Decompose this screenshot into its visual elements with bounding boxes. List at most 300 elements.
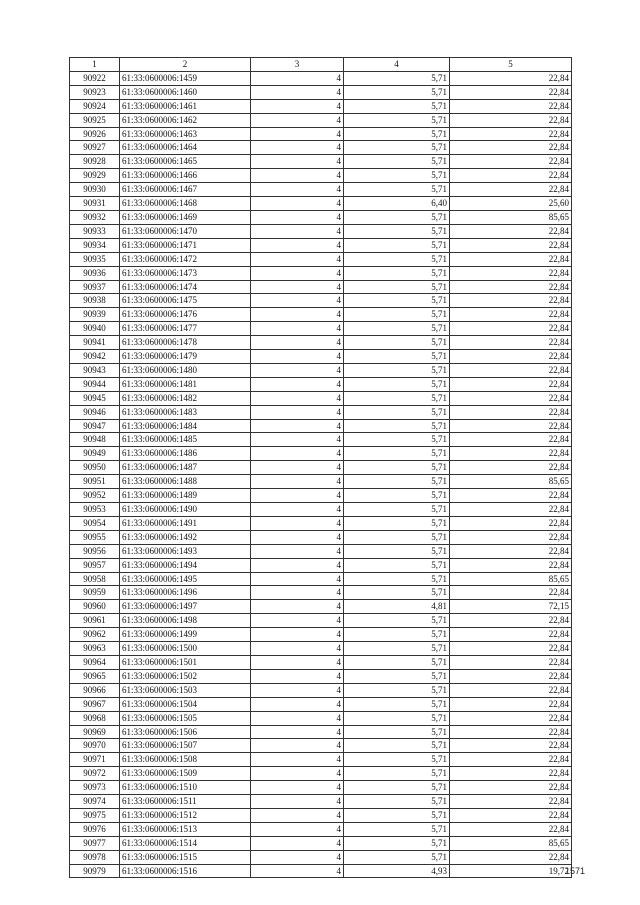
row-number-cell: 90970: [70, 739, 120, 753]
value-col4-cell: 5,71: [344, 822, 450, 836]
value-col3-cell: 4: [251, 197, 344, 211]
table-row: [70, 711, 572, 725]
table-row: [70, 642, 572, 656]
row-number-cell: 90926: [70, 127, 120, 141]
value-col4-cell: 5,71: [344, 71, 450, 85]
table-row: [70, 294, 572, 308]
row-number-cell: 90956: [70, 544, 120, 558]
value-col3-cell: 4: [251, 210, 344, 224]
value-col3-cell: 4: [251, 781, 344, 795]
row-number-cell: 90976: [70, 822, 120, 836]
value-col5-cell: 22,84: [450, 725, 572, 739]
cadastral-number-cell: 61:33:0600006:1475: [120, 294, 251, 308]
table-row: [70, 183, 572, 197]
value-col5-cell: 22,84: [450, 238, 572, 252]
value-col4-cell: 5,71: [344, 433, 450, 447]
row-number-cell: 90925: [70, 113, 120, 127]
value-col3-cell: 4: [251, 71, 344, 85]
table-row: [70, 322, 572, 336]
row-number-cell: 90934: [70, 238, 120, 252]
value-col4-cell: 5,71: [344, 655, 450, 669]
table-row: [70, 224, 572, 238]
value-col4-cell: 5,71: [344, 85, 450, 99]
row-number-cell: 90957: [70, 558, 120, 572]
value-col4-cell: 5,71: [344, 169, 450, 183]
value-col5-cell: 22,84: [450, 767, 572, 781]
value-col3-cell: 4: [251, 322, 344, 336]
value-col3-cell: 4: [251, 516, 344, 530]
cadastral-number-cell: 61:33:0600006:1498: [120, 614, 251, 628]
column-header-4: 4: [344, 58, 450, 72]
table-row: [70, 516, 572, 530]
value-col3-cell: 4: [251, 419, 344, 433]
value-col4-cell: 5,71: [344, 363, 450, 377]
value-col5-cell: 22,84: [450, 697, 572, 711]
row-number-cell: 90969: [70, 725, 120, 739]
value-col5-cell: 22,84: [450, 753, 572, 767]
cadastral-number-cell: 61:33:0600006:1490: [120, 503, 251, 517]
row-number-cell: 90967: [70, 697, 120, 711]
value-col3-cell: 4: [251, 350, 344, 364]
cadastral-number-cell: 61:33:0600006:1497: [120, 600, 251, 614]
cadastral-number-cell: 61:33:0600006:1495: [120, 572, 251, 586]
value-col5-cell: 22,84: [450, 169, 572, 183]
table-row: [70, 141, 572, 155]
row-number-cell: 90975: [70, 808, 120, 822]
row-number-cell: 90941: [70, 336, 120, 350]
value-col3-cell: 4: [251, 336, 344, 350]
value-col5-cell: 22,84: [450, 822, 572, 836]
row-number-cell: 90922: [70, 71, 120, 85]
value-col5-cell: 72,15: [450, 600, 572, 614]
value-col3-cell: 4: [251, 530, 344, 544]
value-col5-cell: 22,84: [450, 642, 572, 656]
table-row: [70, 113, 572, 127]
value-col5-cell: 25,60: [450, 197, 572, 211]
cadastral-number-cell: 61:33:0600006:1485: [120, 433, 251, 447]
value-col5-cell: 22,84: [450, 419, 572, 433]
value-col5-cell: 22,84: [450, 489, 572, 503]
cadastral-number-cell: 61:33:0600006:1507: [120, 739, 251, 753]
row-number-cell: 90977: [70, 836, 120, 850]
value-col4-cell: 4,81: [344, 600, 450, 614]
cadastral-number-cell: 61:33:0600006:1473: [120, 266, 251, 280]
cadastral-number-cell: 61:33:0600006:1515: [120, 850, 251, 864]
row-number-cell: 90942: [70, 350, 120, 364]
value-col4-cell: 5,71: [344, 530, 450, 544]
table-row: [70, 739, 572, 753]
value-col4-cell: 5,71: [344, 322, 450, 336]
cadastral-number-cell: 61:33:0600006:1500: [120, 642, 251, 656]
cadastral-number-cell: 61:33:0600006:1460: [120, 85, 251, 99]
value-col4-cell: 5,71: [344, 725, 450, 739]
row-number-cell: 90936: [70, 266, 120, 280]
value-col5-cell: 22,84: [450, 350, 572, 364]
cadastral-number-cell: 61:33:0600006:1514: [120, 836, 251, 850]
cadastral-number-cell: 61:33:0600006:1510: [120, 781, 251, 795]
value-col3-cell: 4: [251, 725, 344, 739]
table-row: [70, 767, 572, 781]
row-number-cell: 90962: [70, 628, 120, 642]
value-col3-cell: 4: [251, 697, 344, 711]
table-row: [70, 697, 572, 711]
value-col4-cell: 5,71: [344, 238, 450, 252]
cadastral-number-cell: 61:33:0600006:1476: [120, 308, 251, 322]
cadastral-number-cell: 61:33:0600006:1477: [120, 322, 251, 336]
table-row: [70, 558, 572, 572]
row-number-cell: 90953: [70, 503, 120, 517]
cadastral-number-cell: 61:33:0600006:1478: [120, 336, 251, 350]
value-col5-cell: 22,84: [450, 461, 572, 475]
value-col4-cell: 5,71: [344, 113, 450, 127]
value-col5-cell: 22,84: [450, 544, 572, 558]
row-number-cell: 90931: [70, 197, 120, 211]
value-col3-cell: 4: [251, 99, 344, 113]
value-col5-cell: 22,84: [450, 711, 572, 725]
value-col5-cell: 22,84: [450, 308, 572, 322]
value-col5-cell: 22,84: [450, 141, 572, 155]
value-col3-cell: 4: [251, 85, 344, 99]
cadastral-number-cell: 61:33:0600006:1503: [120, 683, 251, 697]
value-col4-cell: 6,40: [344, 197, 450, 211]
value-col4-cell: 5,71: [344, 489, 450, 503]
table-row: [70, 864, 572, 878]
row-number-cell: 90964: [70, 655, 120, 669]
row-number-cell: 90948: [70, 433, 120, 447]
value-col4-cell: 5,71: [344, 155, 450, 169]
row-number-cell: 90951: [70, 475, 120, 489]
cadastral-number-cell: 61:33:0600006:1493: [120, 544, 251, 558]
value-col4-cell: 5,71: [344, 795, 450, 809]
value-col5-cell: 22,84: [450, 224, 572, 238]
value-col5-cell: 22,84: [450, 99, 572, 113]
cadastral-number-cell: 61:33:0600006:1471: [120, 238, 251, 252]
header-row: [70, 58, 572, 72]
value-col3-cell: 4: [251, 363, 344, 377]
row-number-cell: 90971: [70, 753, 120, 767]
cadastral-number-cell: 61:33:0600006:1464: [120, 141, 251, 155]
value-col4-cell: 5,71: [344, 697, 450, 711]
table-row: [70, 808, 572, 822]
value-col3-cell: 4: [251, 475, 344, 489]
table-row: [70, 530, 572, 544]
cadastral-number-cell: 61:33:0600006:1459: [120, 71, 251, 85]
row-number-cell: 90928: [70, 155, 120, 169]
value-col5-cell: 22,84: [450, 530, 572, 544]
value-col5-cell: 22,84: [450, 614, 572, 628]
row-number-cell: 90968: [70, 711, 120, 725]
value-col4-cell: 5,71: [344, 350, 450, 364]
table-row: [70, 85, 572, 99]
value-col4-cell: 5,71: [344, 475, 450, 489]
value-col5-cell: 22,84: [450, 71, 572, 85]
value-col4-cell: 5,71: [344, 224, 450, 238]
value-col3-cell: 4: [251, 169, 344, 183]
value-col5-cell: 22,84: [450, 781, 572, 795]
value-col5-cell: 22,84: [450, 669, 572, 683]
table-row: [70, 419, 572, 433]
cadastral-number-cell: 61:33:0600006:1505: [120, 711, 251, 725]
value-col3-cell: 4: [251, 489, 344, 503]
row-number-cell: 90973: [70, 781, 120, 795]
value-col3-cell: 4: [251, 614, 344, 628]
value-col4-cell: 5,71: [344, 503, 450, 517]
value-col4-cell: 5,71: [344, 516, 450, 530]
cadastral-number-cell: 61:33:0600006:1513: [120, 822, 251, 836]
value-col4-cell: 5,71: [344, 767, 450, 781]
value-col5-cell: 85,65: [450, 475, 572, 489]
value-col5-cell: 19,72: [450, 864, 572, 878]
row-number-cell: 90933: [70, 224, 120, 238]
value-col4-cell: 5,71: [344, 850, 450, 864]
value-col4-cell: 5,71: [344, 141, 450, 155]
value-col5-cell: 22,84: [450, 377, 572, 391]
cadastral-number-cell: 61:33:0600006:1472: [120, 252, 251, 266]
row-number-cell: 90938: [70, 294, 120, 308]
value-col4-cell: 5,71: [344, 336, 450, 350]
value-col5-cell: 22,84: [450, 336, 572, 350]
value-col3-cell: 4: [251, 141, 344, 155]
value-col3-cell: 4: [251, 294, 344, 308]
value-col3-cell: 4: [251, 836, 344, 850]
value-col4-cell: 5,71: [344, 753, 450, 767]
value-col3-cell: 4: [251, 739, 344, 753]
cadastral-number-cell: 61:33:0600006:1509: [120, 767, 251, 781]
row-number-cell: 90932: [70, 210, 120, 224]
value-col3-cell: 4: [251, 433, 344, 447]
value-col3-cell: 4: [251, 683, 344, 697]
table-row: [70, 781, 572, 795]
table-row: [70, 614, 572, 628]
cadastral-number-cell: 61:33:0600006:1480: [120, 363, 251, 377]
row-number-cell: 90937: [70, 280, 120, 294]
table-row: [70, 350, 572, 364]
value-col3-cell: 4: [251, 447, 344, 461]
cadastral-number-cell: 61:33:0600006:1466: [120, 169, 251, 183]
value-col5-cell: 85,65: [450, 572, 572, 586]
table-row: [70, 280, 572, 294]
row-number-cell: 90965: [70, 669, 120, 683]
table-row: [70, 489, 572, 503]
value-col3-cell: 4: [251, 558, 344, 572]
table-row: [70, 628, 572, 642]
value-col3-cell: 4: [251, 822, 344, 836]
value-col3-cell: 4: [251, 113, 344, 127]
value-col5-cell: 22,84: [450, 127, 572, 141]
value-col3-cell: 4: [251, 308, 344, 322]
table-row: [70, 308, 572, 322]
row-number-cell: 90961: [70, 614, 120, 628]
cadastral-number-cell: 61:33:0600006:1508: [120, 753, 251, 767]
value-col4-cell: 5,71: [344, 210, 450, 224]
cadastral-number-cell: 61:33:0600006:1486: [120, 447, 251, 461]
table-header: [70, 58, 572, 72]
value-col4-cell: 5,71: [344, 419, 450, 433]
value-col4-cell: 5,71: [344, 99, 450, 113]
value-col4-cell: 5,71: [344, 544, 450, 558]
cadastral-number-cell: 61:33:0600006:1481: [120, 377, 251, 391]
table-row: [70, 725, 572, 739]
row-number-cell: 90972: [70, 767, 120, 781]
row-number-cell: 90946: [70, 405, 120, 419]
value-col5-cell: 22,84: [450, 516, 572, 530]
table-body: [70, 71, 572, 878]
cadastral-number-cell: 61:33:0600006:1502: [120, 669, 251, 683]
cadastral-number-cell: 61:33:0600006:1494: [120, 558, 251, 572]
value-col4-cell: 5,71: [344, 447, 450, 461]
value-col3-cell: 4: [251, 461, 344, 475]
value-col3-cell: 4: [251, 642, 344, 656]
table-row: [70, 155, 572, 169]
cadastral-number-cell: 61:33:0600006:1506: [120, 725, 251, 739]
value-col5-cell: 22,84: [450, 850, 572, 864]
table-row: [70, 238, 572, 252]
value-col5-cell: 22,84: [450, 586, 572, 600]
value-col3-cell: 4: [251, 669, 344, 683]
value-col3-cell: 4: [251, 572, 344, 586]
table-row: [70, 405, 572, 419]
value-col3-cell: 4: [251, 391, 344, 405]
cadastral-number-cell: 61:33:0600006:1496: [120, 586, 251, 600]
table-row: [70, 99, 572, 113]
table-row: [70, 169, 572, 183]
row-number-cell: 90940: [70, 322, 120, 336]
row-number-cell: 90963: [70, 642, 120, 656]
table-row: [70, 210, 572, 224]
row-number-cell: 90959: [70, 586, 120, 600]
value-col3-cell: 4: [251, 183, 344, 197]
cadastral-number-cell: 61:33:0600006:1491: [120, 516, 251, 530]
column-header-3: 3: [251, 58, 344, 72]
value-col3-cell: 4: [251, 586, 344, 600]
value-col4-cell: 5,71: [344, 405, 450, 419]
value-col3-cell: 4: [251, 238, 344, 252]
table-row: [70, 600, 572, 614]
cadastral-number-cell: 61:33:0600006:1467: [120, 183, 251, 197]
table-row: [70, 822, 572, 836]
value-col5-cell: 22,84: [450, 795, 572, 809]
table-row: [70, 447, 572, 461]
value-col5-cell: 22,84: [450, 363, 572, 377]
value-col4-cell: 5,71: [344, 614, 450, 628]
value-col4-cell: 5,71: [344, 586, 450, 600]
value-col5-cell: 22,84: [450, 155, 572, 169]
page-number: 1571: [564, 866, 585, 876]
table-row: [70, 683, 572, 697]
cadastral-number-cell: 61:33:0600006:1487: [120, 461, 251, 475]
row-number-cell: 90923: [70, 85, 120, 99]
cadastral-number-cell: 61:33:0600006:1488: [120, 475, 251, 489]
value-col5-cell: 22,84: [450, 405, 572, 419]
table-row: [70, 503, 572, 517]
row-number-cell: 90924: [70, 99, 120, 113]
value-col3-cell: 4: [251, 544, 344, 558]
cadastral-number-cell: 61:33:0600006:1499: [120, 628, 251, 642]
table-row: [70, 836, 572, 850]
row-number-cell: 90944: [70, 377, 120, 391]
cadastral-number-cell: 61:33:0600006:1484: [120, 419, 251, 433]
value-col5-cell: 22,84: [450, 739, 572, 753]
row-number-cell: 90979: [70, 864, 120, 878]
value-col4-cell: 5,71: [344, 642, 450, 656]
value-col3-cell: 4: [251, 127, 344, 141]
value-col4-cell: 5,71: [344, 572, 450, 586]
value-col5-cell: 22,84: [450, 183, 572, 197]
cadastral-number-cell: 61:33:0600006:1474: [120, 280, 251, 294]
cadastral-number-cell: 61:33:0600006:1483: [120, 405, 251, 419]
value-col3-cell: 4: [251, 377, 344, 391]
value-col4-cell: 5,71: [344, 558, 450, 572]
table-row: [70, 71, 572, 85]
table-row: [70, 544, 572, 558]
cadastral-number-cell: 61:33:0600006:1504: [120, 697, 251, 711]
row-number-cell: 90960: [70, 600, 120, 614]
cadastral-number-cell: 61:33:0600006:1469: [120, 210, 251, 224]
row-number-cell: 90947: [70, 419, 120, 433]
value-col4-cell: 5,71: [344, 294, 450, 308]
value-col3-cell: 4: [251, 808, 344, 822]
table-row: [70, 461, 572, 475]
data-table: [69, 57, 572, 878]
value-col4-cell: 5,71: [344, 308, 450, 322]
value-col4-cell: 5,71: [344, 669, 450, 683]
value-col4-cell: 5,71: [344, 183, 450, 197]
row-number-cell: 90927: [70, 141, 120, 155]
value-col4-cell: 5,71: [344, 252, 450, 266]
value-col5-cell: 85,65: [450, 836, 572, 850]
cadastral-number-cell: 61:33:0600006:1479: [120, 350, 251, 364]
value-col3-cell: 4: [251, 795, 344, 809]
value-col4-cell: 5,71: [344, 739, 450, 753]
value-col5-cell: 22,84: [450, 433, 572, 447]
value-col4-cell: 5,71: [344, 391, 450, 405]
value-col4-cell: 5,71: [344, 377, 450, 391]
table-row: [70, 391, 572, 405]
value-col5-cell: 22,84: [450, 85, 572, 99]
row-number-cell: 90949: [70, 447, 120, 461]
table-row: [70, 753, 572, 767]
value-col4-cell: 5,71: [344, 628, 450, 642]
value-col5-cell: 22,84: [450, 808, 572, 822]
value-col4-cell: 5,71: [344, 683, 450, 697]
value-col5-cell: 22,84: [450, 280, 572, 294]
value-col5-cell: 22,84: [450, 628, 572, 642]
value-col3-cell: 4: [251, 503, 344, 517]
row-number-cell: 90954: [70, 516, 120, 530]
cadastral-number-cell: 61:33:0600006:1489: [120, 489, 251, 503]
value-col3-cell: 4: [251, 155, 344, 169]
column-header-1: 1: [70, 58, 120, 72]
cadastral-number-cell: 61:33:0600006:1462: [120, 113, 251, 127]
value-col4-cell: 5,71: [344, 127, 450, 141]
value-col4-cell: 5,71: [344, 280, 450, 294]
value-col3-cell: 4: [251, 655, 344, 669]
table-row: [70, 336, 572, 350]
table-row: [70, 795, 572, 809]
value-col3-cell: 4: [251, 864, 344, 878]
table-row: [70, 266, 572, 280]
value-col4-cell: 5,71: [344, 781, 450, 795]
value-col3-cell: 4: [251, 224, 344, 238]
value-col3-cell: 4: [251, 850, 344, 864]
table-row: [70, 586, 572, 600]
value-col5-cell: 22,84: [450, 266, 572, 280]
table-row: [70, 363, 572, 377]
value-col5-cell: 22,84: [450, 252, 572, 266]
value-col3-cell: 4: [251, 753, 344, 767]
table-row: [70, 377, 572, 391]
value-col5-cell: 22,84: [450, 447, 572, 461]
